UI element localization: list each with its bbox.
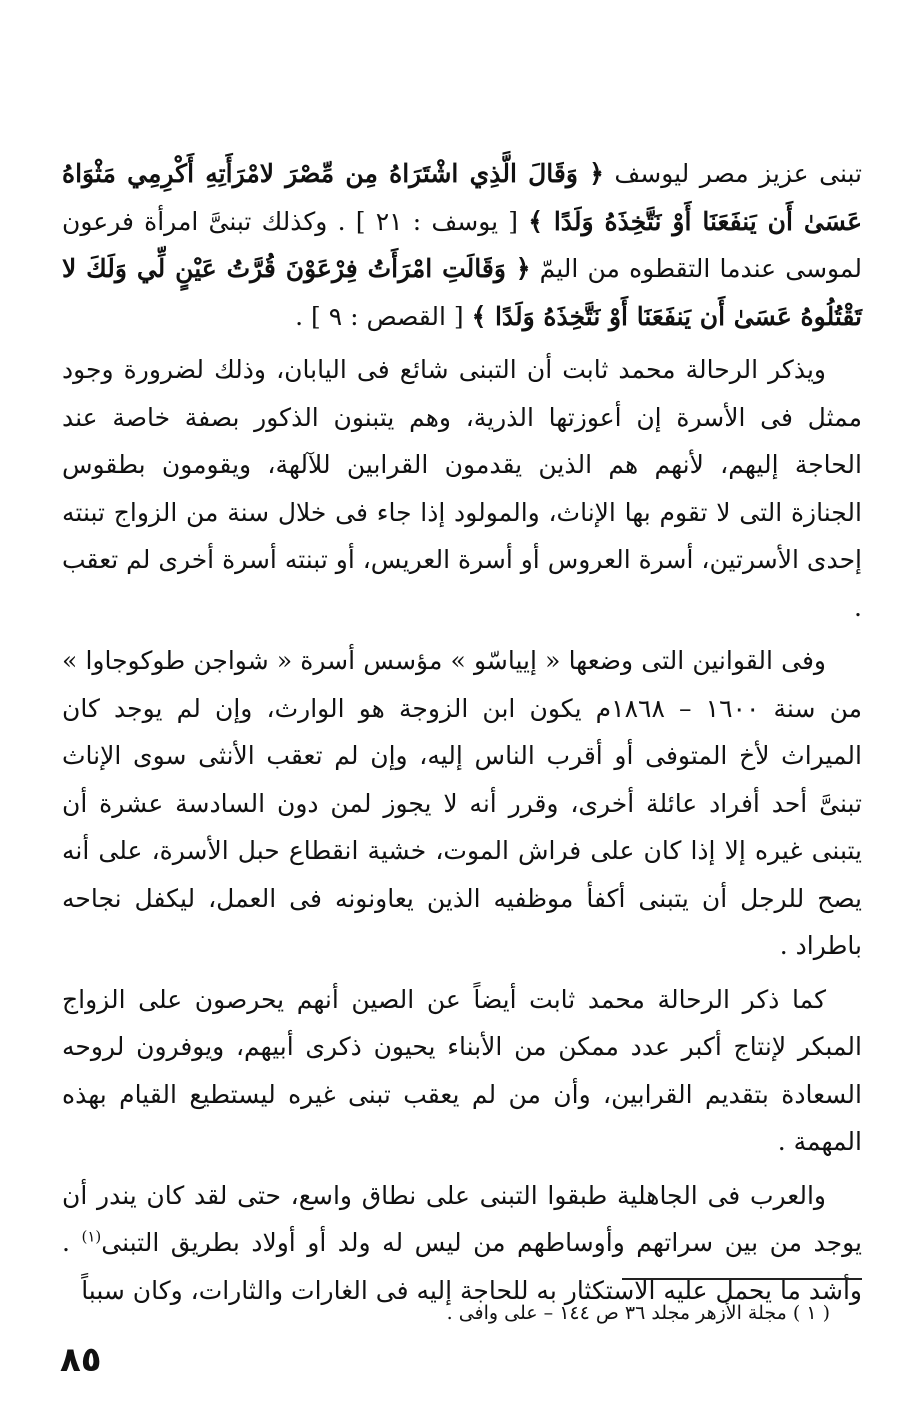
paragraph-text: [ القصص : ٩ ] . <box>295 301 472 331</box>
footnote-marker: (١) <box>81 1227 102 1246</box>
paragraph <box>62 150 862 340</box>
footnote: ( ١ ) مجلة الأزهر مجلد ٣٦ ص ١٤٤ – على وافى . <box>446 1302 830 1324</box>
page-number: ٨٥ <box>60 1340 102 1380</box>
paragraph-text: والعرب فى الجاهلية طبقوا التبنى على نطاق واسع، حتى لقد كان يندر أن يوجد من بين سراتهم وأوساطهم من ليس له ولد أو أولاد بطريق التبنى <box>62 1180 862 1257</box>
paragraph <box>62 976 862 1166</box>
paragraph-text: تبنى عزيز مصر ليوسف <box>603 159 862 188</box>
paragraph-text: . وأشد ما يحمل عليه الاستكثار به للحاجة إليه فى الغارات والثارات، وكان سبباً <box>62 1228 862 1305</box>
paragraph-text: [ يوسف : ٢١ ] . وكذلك تبنىَّ امرأة فرعون لموسى عندما التقطوه من اليمّ <box>62 206 862 283</box>
quran-verse: ﴿ وَقَالَتِ امْرَأَتُ فِرْعَوْنَ قُرَّتُ عَيْنٍ لِّي وَلَكَ لا تَقْتُلُوهُ عَسَىٰ أَن يَنفَعَنَا أَوْ نَتَّخِذَهُ وَلَدًا ﴾ <box>62 254 862 331</box>
paragraph-text: كما ذكر الرحالة محمد ثابت أيضاً عن الصين أنهم يحرصون على الزواج المبكر لإنتاج أكبر عدد ممكن من الأبناء يحيون ذكرى أبيهم، ويوفرون لروحه السعادة بتقديم القرابين، وأن من لم يعقب تبنى غيره ليستطيع القيام بهذه المهمة . <box>62 984 862 1156</box>
paragraph <box>62 1172 862 1315</box>
quran-verse: ﴿ وَقَالَ الَّذِي اشْتَرَاهُ مِن مِّصْرَ لامْرَأَتِهِ أَكْرِمِي مَثْوَاهُ عَسَىٰ أَن يَنفَعَنَا أَوْ نَتَّخِذَهُ وَلَدًا ﴾ <box>62 159 862 236</box>
footnote-separator <box>622 1278 862 1280</box>
body-text <box>62 150 862 1314</box>
paragraph-text: ويذكر الرحالة محمد ثابت أن التبنى شائع فى اليابان، وذلك لضرورة وجود ممثل فى الأسرة إن أعوزتها الذرية، وهم يتبنون الذكور بصفة خاصة عند الحاجة إليهم، لأنهم هم الذين يقدمون القرابين للآلهة، ويقومون بطقوس الجنازة التى لا تقوم بها الإناث، والمولود إذا جاء فى خلال سنة من الزواج تبنته إحدى الأسرتين، أسرة العروس أو أسرة العريس، أو تبنته أسرة أخرى لم تعقب . <box>62 355 862 622</box>
paragraph <box>62 637 862 970</box>
paragraph <box>62 346 862 631</box>
paragraph-text: وفى القوانين التى وضعها « إيياسّو » مؤسس أسرة « شواجن طوكوجاوا » من سنة ١٦٠٠ – ١٨٦٨م يكون ابن الزوجة هو الوارث، وإن لم يوجد كان الميراث لأخ المتوفى أو أقرب الناس إليه، وإن لم تعقب الأنثى سوى الإناث تبنىَّ أحد أفراد عائلة أخرى، وقرر أنه لا يجوز لمن دون السادسة عشرة أن يتبنى غيره إلا إذا كان على فراش الموت، خشية انقطاع حبل الأسرة، على أنه يصح للرجل أن يتبنى أكفأ موظفيه الذين يعاونونه فى العمل، ليكفل نجاحه باطراد . <box>62 646 862 960</box>
